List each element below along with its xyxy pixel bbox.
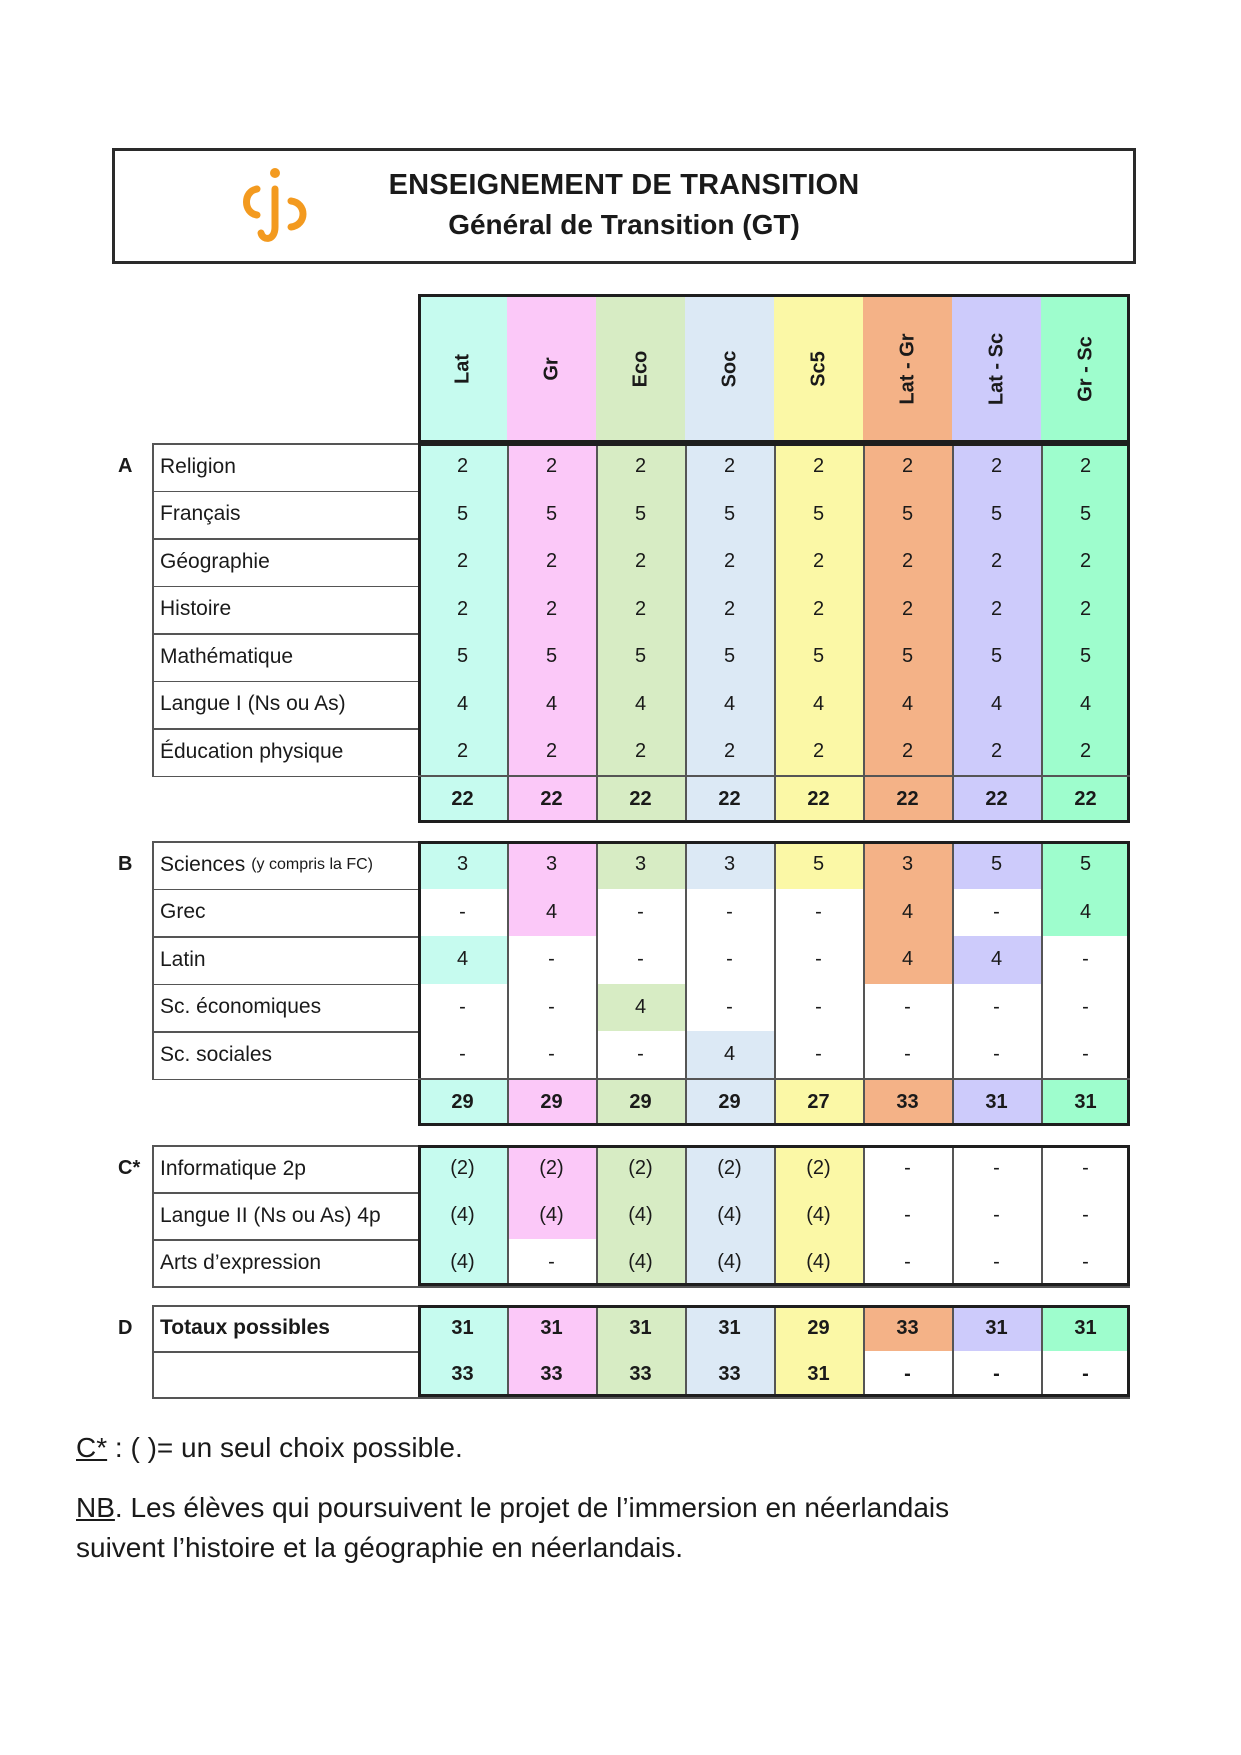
value-cell: - (507, 984, 596, 1032)
value-cell: - (863, 1031, 952, 1079)
value-cell: 3 (685, 841, 774, 889)
total-cell: 29 (685, 1079, 774, 1127)
total-cell: 22 (507, 776, 596, 824)
total-cell: 27 (774, 1079, 863, 1127)
note-nb-key: NB (76, 1492, 115, 1523)
value-cell: - (596, 1031, 685, 1079)
value-cell: 4 (507, 681, 596, 729)
row-label (152, 1192, 418, 1239)
note-nb (76, 1488, 949, 1568)
value-cell: 2 (596, 728, 685, 776)
value-cell: - (596, 936, 685, 984)
total-cell: 31 (952, 1079, 1041, 1127)
value-cell: - (685, 936, 774, 984)
row-divider (152, 1286, 1130, 1288)
value-cell: 4 (685, 681, 774, 729)
value-cell: 2 (952, 538, 1041, 586)
value-cell: - (1041, 1145, 1130, 1192)
value-cell: 2 (952, 443, 1041, 491)
value-cell: - (685, 889, 774, 937)
value-cell: - (863, 1145, 952, 1192)
section-letter: D (118, 1317, 133, 1339)
value-cell: (4) (596, 1239, 685, 1286)
total-cell: 29 (418, 1079, 507, 1127)
value-cell: - (952, 889, 1041, 937)
note-c-star (76, 1428, 463, 1468)
total-cell: 29 (596, 1079, 685, 1127)
value-cell: 2 (685, 538, 774, 586)
total-cell: 22 (685, 776, 774, 824)
value-cell: 2 (863, 538, 952, 586)
value-cell: 2 (418, 538, 507, 586)
value-cell: 2 (1041, 443, 1130, 491)
value-cell: 5 (1041, 841, 1130, 889)
value-cell: (4) (418, 1239, 507, 1286)
value-cell: - (952, 1351, 1041, 1397)
section-letter: A (118, 455, 133, 477)
value-cell: 5 (863, 491, 952, 539)
value-cell: - (952, 1239, 1041, 1286)
value-cell: 2 (507, 538, 596, 586)
value-cell: (4) (685, 1192, 774, 1239)
value-cell: 5 (774, 633, 863, 681)
value-cell: (4) (507, 1192, 596, 1239)
row-label (152, 491, 418, 539)
row-label (152, 1031, 418, 1079)
total-cell: 31 (1041, 1079, 1130, 1127)
value-cell: 2 (1041, 538, 1130, 586)
value-cell: 3 (596, 841, 685, 889)
section-letter: B (118, 853, 133, 875)
value-cell: - (685, 984, 774, 1032)
value-cell: 5 (774, 841, 863, 889)
value-cell: 4 (952, 681, 1041, 729)
value-cell: - (1041, 984, 1130, 1032)
value-cell: 5 (507, 491, 596, 539)
value-cell: - (1041, 1192, 1130, 1239)
value-cell: 33 (863, 1305, 952, 1351)
value-cell: - (507, 1239, 596, 1286)
value-cell: - (952, 1031, 1041, 1079)
value-cell: 4 (1041, 681, 1130, 729)
value-cell: 4 (685, 1031, 774, 1079)
value-cell: 4 (507, 889, 596, 937)
value-cell: 31 (774, 1351, 863, 1397)
value-cell: 2 (863, 443, 952, 491)
value-cell: 33 (507, 1351, 596, 1397)
value-cell: 2 (418, 443, 507, 491)
row-label-text: Sc. économiques (160, 995, 322, 1019)
row-label-text: Informatique 2p (160, 1156, 306, 1180)
value-cell: (2) (507, 1145, 596, 1192)
row-label-text: Langue II (Ns ou As) 4p (160, 1203, 381, 1227)
value-cell: 2 (774, 443, 863, 491)
value-cell: 29 (774, 1305, 863, 1351)
column-header-label: Soc (718, 350, 740, 387)
note-nb-line2: suivent l’histoire et la géographie en néerlandais. (76, 1532, 684, 1563)
value-cell: 4 (952, 936, 1041, 984)
value-cell: - (596, 889, 685, 937)
value-cell: (4) (685, 1239, 774, 1286)
value-cell: - (774, 936, 863, 984)
row-label-text: Sc. sociales (160, 1042, 273, 1066)
total-cell: 22 (418, 776, 507, 824)
value-cell: 4 (596, 984, 685, 1032)
row-label (152, 633, 418, 681)
value-cell: 5 (507, 633, 596, 681)
column-header-border (418, 294, 1130, 443)
section-border (418, 1305, 1130, 1397)
value-cell: 5 (685, 491, 774, 539)
value-cell: 5 (774, 491, 863, 539)
value-cell: 2 (863, 728, 952, 776)
note-c-star-text: : ( )= un seul choix possible. (107, 1432, 463, 1463)
value-cell: - (1041, 936, 1130, 984)
value-cell: - (863, 984, 952, 1032)
value-cell: 4 (1041, 889, 1130, 937)
value-cell: - (952, 984, 1041, 1032)
value-cell: 2 (774, 586, 863, 634)
value-cell: 5 (952, 633, 1041, 681)
section-border (418, 1145, 1130, 1286)
value-cell: 4 (863, 936, 952, 984)
value-cell: - (1041, 1031, 1130, 1079)
row-label (152, 681, 418, 729)
row-label-text: Mathématique (160, 644, 294, 668)
column-header-label: Sc5 (807, 350, 829, 387)
value-cell: 5 (685, 633, 774, 681)
row-label-text: Histoire (160, 597, 232, 621)
value-cell: 2 (507, 728, 596, 776)
value-cell: - (952, 1145, 1041, 1192)
column-header-label: Gr (540, 356, 562, 381)
section-border (418, 841, 1130, 1126)
value-cell: 2 (418, 586, 507, 634)
row-label-text: Sciences (160, 852, 246, 876)
value-cell: 4 (418, 681, 507, 729)
value-cell: 33 (685, 1351, 774, 1397)
value-cell: 2 (507, 443, 596, 491)
value-cell: (4) (596, 1192, 685, 1239)
value-cell: 3 (863, 841, 952, 889)
value-cell: - (418, 1031, 507, 1079)
value-cell: - (507, 936, 596, 984)
row-sublabel: (y compris la FC) (251, 855, 373, 873)
value-cell: (2) (418, 1145, 507, 1192)
value-cell: 3 (507, 841, 596, 889)
total-cell: 22 (863, 776, 952, 824)
value-cell: 2 (952, 586, 1041, 634)
value-cell: - (952, 1192, 1041, 1239)
total-divider (418, 775, 1130, 777)
value-cell: 31 (596, 1305, 685, 1351)
value-cell: 2 (1041, 728, 1130, 776)
row-label (152, 889, 418, 937)
total-cell: 33 (863, 1079, 952, 1127)
value-cell: - (774, 1031, 863, 1079)
column-header-label: Gr - Sc (1074, 335, 1096, 402)
value-cell: - (774, 889, 863, 937)
row-divider (152, 443, 418, 445)
value-cell: 2 (952, 728, 1041, 776)
section-border (418, 443, 1130, 823)
row-label-text: Arts d’expression (160, 1250, 322, 1274)
value-cell: - (507, 1031, 596, 1079)
total-cell: 29 (507, 1079, 596, 1127)
value-cell: 2 (685, 728, 774, 776)
value-cell: 33 (596, 1351, 685, 1397)
row-label-text: Éducation physique (160, 739, 344, 763)
total-cell: 22 (1041, 776, 1130, 824)
value-cell: 2 (685, 443, 774, 491)
value-cell: 3 (418, 841, 507, 889)
value-cell: 31 (685, 1305, 774, 1351)
value-cell: 5 (596, 491, 685, 539)
value-cell: 31 (1041, 1305, 1130, 1351)
note-nb-line1: . Les élèves qui poursuivent le projet de l’immersion en néerlandais (114, 1492, 950, 1523)
value-cell: 5 (418, 633, 507, 681)
value-cell: 2 (1041, 586, 1130, 634)
value-cell: 4 (774, 681, 863, 729)
value-cell: - (863, 1192, 952, 1239)
value-cell: 2 (774, 728, 863, 776)
row-label (152, 984, 418, 1032)
row-label (152, 586, 418, 634)
total-cell: 22 (774, 776, 863, 824)
value-cell: 5 (596, 633, 685, 681)
value-cell: 2 (774, 538, 863, 586)
row-divider (152, 841, 418, 843)
row-label-text: Français (160, 502, 241, 526)
value-cell: 5 (952, 841, 1041, 889)
row-label-text: Latin (160, 947, 206, 971)
value-cell: 2 (596, 586, 685, 634)
value-cell: - (863, 1239, 952, 1286)
row-label (152, 538, 418, 586)
value-cell: 2 (596, 443, 685, 491)
row-label (152, 1145, 418, 1192)
row-divider (152, 1305, 418, 1307)
value-cell: - (1041, 1351, 1130, 1397)
value-cell: (2) (774, 1145, 863, 1192)
section-letter: C* (118, 1157, 141, 1179)
value-cell: 2 (418, 728, 507, 776)
row-label-totals: Totaux possibles (160, 1316, 330, 1339)
row-label (152, 1239, 418, 1286)
value-cell: 5 (952, 491, 1041, 539)
value-cell: 31 (952, 1305, 1041, 1351)
page-title: ENSEIGNEMENT DE TRANSITION (388, 169, 860, 201)
value-cell: - (418, 889, 507, 937)
row-label (152, 936, 418, 984)
total-divider (418, 1078, 1130, 1080)
column-header-label: Lat - Gr (896, 332, 918, 405)
value-cell: 4 (863, 681, 952, 729)
column-header-label: Eco (629, 350, 651, 387)
value-cell: 31 (507, 1305, 596, 1351)
value-cell: 2 (507, 586, 596, 634)
value-cell: (2) (596, 1145, 685, 1192)
value-cell: - (418, 984, 507, 1032)
value-cell: 4 (863, 889, 952, 937)
value-cell: 5 (1041, 633, 1130, 681)
value-cell: 5 (1041, 491, 1130, 539)
value-cell: (2) (685, 1145, 774, 1192)
row-label (152, 728, 418, 776)
value-cell: (4) (774, 1192, 863, 1239)
row-label (152, 841, 418, 889)
value-cell: (4) (774, 1239, 863, 1286)
value-cell: 2 (863, 586, 952, 634)
row-label (152, 443, 418, 491)
value-cell: 33 (418, 1351, 507, 1397)
value-cell: 5 (863, 633, 952, 681)
total-cell: 22 (952, 776, 1041, 824)
value-cell: - (863, 1351, 952, 1397)
column-header-label: Lat (451, 353, 473, 384)
value-cell: - (774, 984, 863, 1032)
value-cell: - (1041, 1239, 1130, 1286)
total-cell: 22 (596, 776, 685, 824)
column-header-label: Lat - Sc (985, 332, 1007, 405)
value-cell: 31 (418, 1305, 507, 1351)
row-label-text: Grec (160, 900, 206, 924)
row-divider (152, 1145, 418, 1147)
value-cell: 2 (596, 538, 685, 586)
value-cell: 4 (596, 681, 685, 729)
row-label-text: Géographie (160, 549, 270, 573)
row-label-text: Religion (160, 454, 236, 478)
row-label-text: Langue I (Ns ou As) (160, 692, 346, 716)
value-cell: 2 (685, 586, 774, 634)
value-cell: 4 (418, 936, 507, 984)
row-divider (152, 1397, 1130, 1399)
value-cell: (4) (418, 1192, 507, 1239)
value-cell: 5 (418, 491, 507, 539)
page-subtitle: Général de Transition (GT) (448, 209, 800, 240)
note-c-star-key: C* (76, 1432, 108, 1463)
